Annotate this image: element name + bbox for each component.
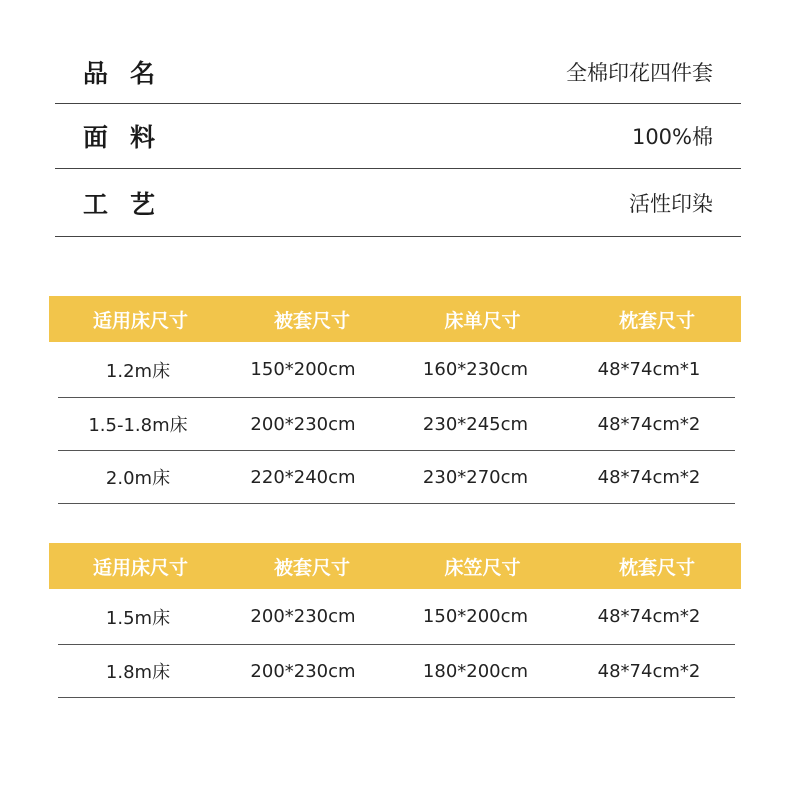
size-table-sheet (49, 296, 741, 504)
table-cell: 48*74cm*2 (597, 466, 701, 488)
table-cell: 230*270cm (422, 466, 529, 488)
header-cell: 枕套尺寸 (618, 556, 695, 579)
table-cell: 48*74cm*2 (597, 660, 701, 682)
table-cell: 150*200cm (250, 359, 356, 380)
table-cell: 230*245cm (422, 413, 529, 435)
table-cell: 150*200cm (422, 606, 529, 627)
spec-value: 全棉印花四件套 (566, 60, 713, 85)
spec-value: 活性印染 (629, 191, 713, 216)
spec-row-name (55, 40, 741, 104)
table-row (58, 589, 735, 645)
table-header (49, 543, 741, 589)
table-cell: 180*200cm (422, 660, 529, 682)
spec-label: 工艺 (83, 189, 178, 219)
table-header (49, 296, 741, 342)
header-cell: 适用床尺寸 (92, 556, 188, 579)
spec-list (55, 40, 741, 237)
table-cell: 1.5-1.8m床 (88, 415, 188, 436)
table-cell: 1.5m床 (105, 607, 171, 629)
spec-value: 100%棉 (631, 125, 713, 149)
table-cell: 1.8m床 (105, 662, 171, 683)
table-row (58, 451, 735, 504)
table-body (58, 342, 735, 504)
header-cell: 床单尺寸 (444, 309, 521, 332)
header-cell: 适用床尺寸 (92, 309, 188, 332)
size-table-fitted (49, 543, 741, 698)
table-body (58, 589, 735, 698)
table-cell: 160*230cm (422, 359, 529, 380)
table-cell: 200*230cm (250, 660, 356, 682)
table-cell: 48*74cm*2 (597, 413, 701, 435)
table-row (58, 342, 735, 398)
header-cell: 枕套尺寸 (618, 309, 695, 332)
spec-label: 面料 (83, 123, 178, 152)
table-row (58, 645, 735, 698)
header-cell: 床笠尺寸 (444, 556, 521, 579)
table-cell: 220*240cm (250, 466, 356, 488)
table-cell: 48*74cm*1 (597, 359, 701, 380)
header-cell: 被套尺寸 (273, 309, 350, 332)
table-cell: 1.2m床 (105, 360, 171, 382)
spec-row-fabric (55, 104, 741, 169)
spec-label: 品名 (83, 58, 178, 88)
spec-row-process (55, 169, 741, 237)
table-row (58, 398, 735, 451)
table-cell: 2.0m床 (105, 468, 171, 489)
table-cell: 200*230cm (250, 413, 356, 435)
table-cell: 48*74cm*2 (597, 606, 701, 627)
header-cell: 被套尺寸 (273, 556, 350, 579)
table-cell: 200*230cm (250, 606, 356, 627)
